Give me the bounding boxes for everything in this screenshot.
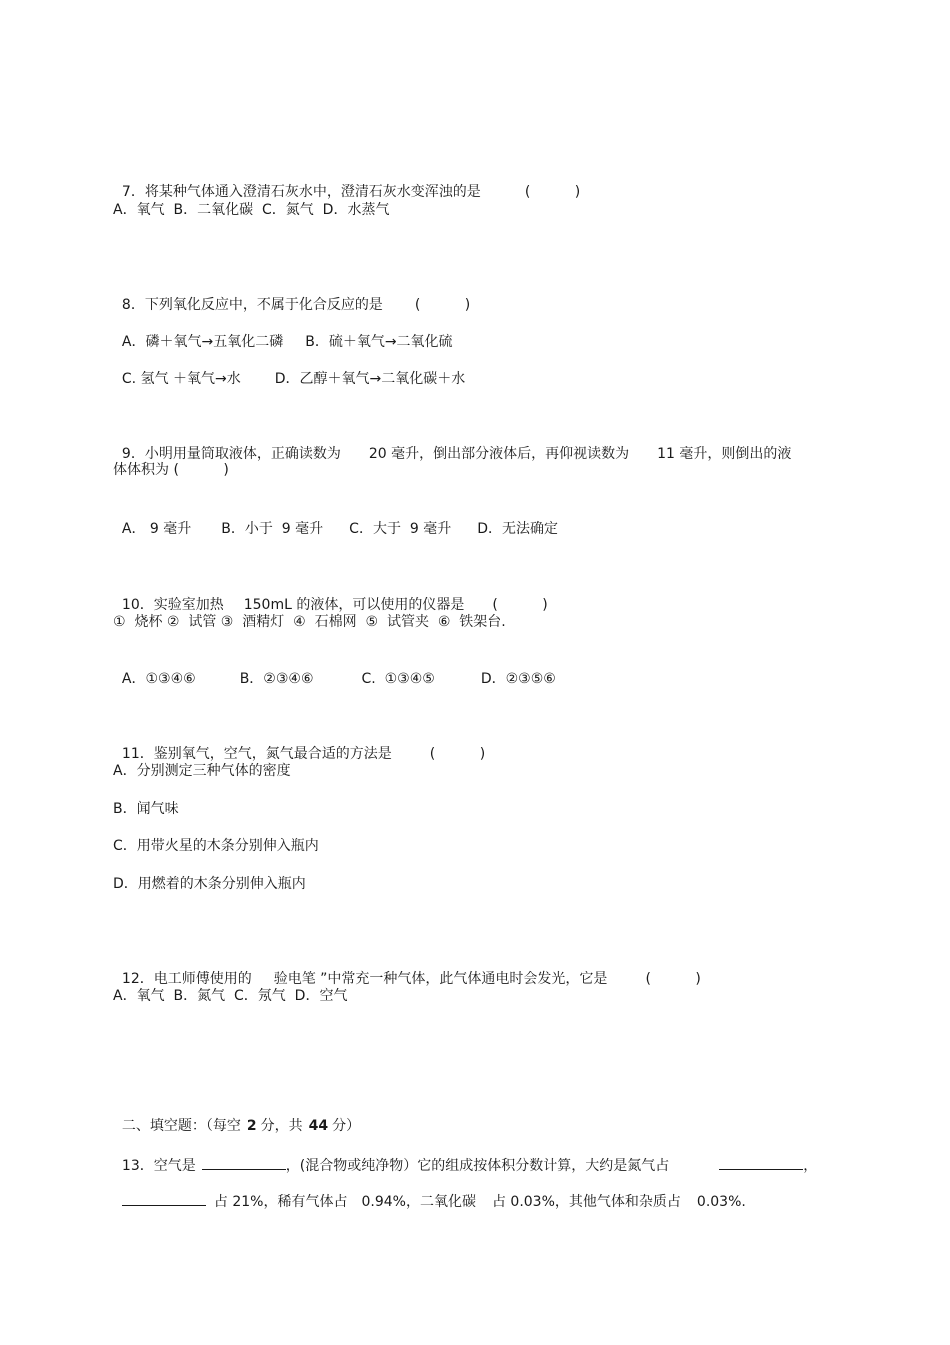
question-13-line2 [113, 1172, 746, 1212]
question-13-text-1: 13．空气是 [121, 1158, 196, 1174]
answer-parentheses: ( ) [645, 971, 701, 987]
answer-parentheses: ( ) [524, 184, 581, 200]
question-7-text: 7．将某种气体通入澄清石灰水中，澄清石灰水变浑浊的是 [121, 184, 481, 200]
question-13-text-5: 0.94%，二氧化碳 [361, 1194, 476, 1210]
question-12-options: A．氧气 B．氮气 C．氖气 D．空气 [113, 988, 348, 1004]
question-9-stem [113, 424, 791, 464]
question-9-text-b: 20 毫升，倒出部分液体后，再仰视读数为 [368, 446, 630, 462]
question-13-text-3: ， [803, 1158, 818, 1174]
question-9-options [113, 499, 558, 539]
option-c: C．用带火星的木条分别伸入瓶内 [113, 838, 319, 854]
question-13-text-6: 占 0.03%，其他气体和杂质占 [491, 1194, 681, 1210]
option-a: A．①③④⑥ [121, 671, 196, 687]
question-8-text: 8．下列氧化反应中，不属于化合反应的是 [121, 297, 383, 313]
question-11-text: 11．鉴别氧气，空气，氮气最合适的方法是 [121, 746, 392, 762]
option-a: A． 9 毫升 [121, 521, 192, 537]
option-a: A．分别测定三种气体的密度 [113, 763, 291, 779]
section-2-mid: 分，共 [260, 1118, 303, 1134]
question-10-text-a: 10．实验室加热 [121, 597, 224, 613]
option-d: D．无法确定 [477, 521, 558, 537]
question-7-options: A．氧气 B．二氧化碳 C．氮气 D．水蒸气 [113, 202, 390, 218]
section-2-score-total: 44 [308, 1118, 329, 1134]
question-13-text-4: 占 21%，稀有气体占 [213, 1194, 348, 1210]
question-9-text-a: 9．小明用量筒取液体，正确读数为 [121, 446, 341, 462]
fill-blank-2[interactable] [719, 1157, 803, 1170]
question-11-stem [113, 724, 485, 764]
option-c: C．大于 9 毫升 [349, 521, 452, 537]
question-13-text-2: ，(混合物或纯净物）它的组成按体积分数计算，大约是氮气占 [285, 1158, 670, 1174]
question-12-stem [113, 949, 701, 989]
answer-parentheses: ( ) [414, 297, 471, 313]
question-8-options-cd [113, 349, 465, 389]
question-10-options [113, 649, 556, 689]
question-10-text-b: 150mL 的液体，可以使用的仪器是 [243, 597, 465, 613]
option-c: C. 氢气 ＋氧气→水 [121, 371, 241, 387]
question-7-stem [113, 162, 580, 202]
option-c: C. ①③④⑤ [361, 671, 435, 687]
question-10-stem [113, 575, 548, 615]
section-2-score-each: 2 [246, 1118, 257, 1134]
option-b: B．小于 9 毫升 [221, 521, 324, 537]
question-13-line1 [113, 1136, 817, 1176]
question-10-apparatus-list: ① 烧杯 ② 试管 ③ 酒精灯 ④ 石棉网 ⑤ 试管夹 ⑥ 铁架台. [113, 614, 506, 630]
section-2-prefix: 二、填空题：（每空 [121, 1118, 241, 1134]
option-d: D．乙醇＋氧气→二氧化碳＋水 [274, 371, 466, 387]
section-2-heading [113, 1096, 360, 1136]
question-13-text-7: 0.03%. [696, 1194, 746, 1210]
option-d: D．②③⑤⑥ [480, 671, 556, 687]
option-d: D．用燃着的木条分别伸入瓶内 [113, 876, 306, 892]
option-b: B．硫＋氧气→二氧化硫 [305, 334, 453, 350]
section-2-suffix: 分） [332, 1118, 361, 1134]
question-8-options-ab [113, 312, 453, 352]
question-12-text-b: 验电笔 ”中常充一种气体，此气体通电时会发光，它是 [273, 971, 608, 987]
fill-blank-1[interactable] [202, 1157, 286, 1170]
answer-parentheses: ( ) [429, 746, 486, 762]
option-a: A．磷＋氧气→五氧化二磷 [121, 334, 284, 350]
question-12-text-a: 12．电工师傅使用的 [121, 971, 252, 987]
question-8-stem [113, 275, 470, 315]
question-9-text-c: 11 毫升，则倒出的液 [657, 446, 792, 462]
question-9-stem-line2: 体体积为 ( ) [113, 462, 229, 478]
fill-blank-3[interactable] [122, 1193, 206, 1206]
answer-parentheses: ( ) [492, 597, 548, 613]
option-b: B．闻气味 [113, 801, 179, 817]
option-b: B．②③④⑥ [239, 671, 314, 687]
